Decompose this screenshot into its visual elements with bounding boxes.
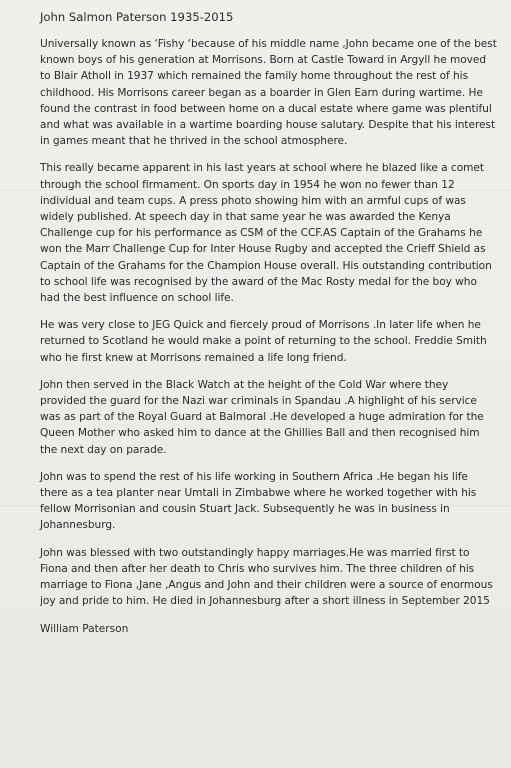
paper-crease xyxy=(0,505,511,506)
document-title: John Salmon Paterson 1935-2015 xyxy=(40,10,234,24)
paragraph-southern-africa: John was to spend the rest of his life working in Southern Africa .He began his life there as a tea planter near Umtali in Zimbabwe where he worked together with his fellow Morrisonian and cousin Stuart Jack. Subsequently he was in business in Johannesburg. xyxy=(40,470,477,532)
paragraph-family: John was blessed with two outstandingly happy marriages.He was married first to Fiona and then after her death to Chris who survives him. The three children of his marriage to Fiona ,Jane ,Angus and John and their children were a source of enormous joy and pride to him. He died in Johannesburg after a short illness in September 2015 xyxy=(40,546,493,608)
paragraph-later-connections: He was very close to JEG Quick and fiercely proud of Morrisons .In later life when he returned to Scotland he would make a point of returning to the school. Freddie Smith who he first knew at Morrisons remained a life long friend. xyxy=(40,319,487,364)
paper-crease xyxy=(0,190,511,191)
paragraph-early-life: Universally known as ‘Fishy ‘because of his middle name ,John became one of the best known boys of his generation at Morrisons. Born at Castle Toward in Argyll he moved to Blair Atholl in 1937 which remained the family home throughout the rest of his childhood. His Morrisons career began as a boarder in Glen Earn during wartime. He found the contrast in food between home on a ducal estate where game was plentiful and what was available in a wartime boarding house salutary. Despite that his interest in games meant that he thrived in the school atmosphere. xyxy=(40,38,497,148)
paragraph-military-service: John then served in the Black Watch at the height of the Cold War where they provided the guard for the Nazi war criminals in Spandau .A highlight of his service was as part of the Royal Guard at Balmoral .He developed a huge admiration for the Queen Mother who asked him to dance at the Ghillies Ball and then recognised him the next day on parade. xyxy=(40,378,484,456)
author-signature: William Paterson xyxy=(40,622,129,635)
paragraph-school-achievements: This really became apparent in his last years at school where he blazed like a comet through the school firmament. On sports day in 1954 he won no fewer than 12 individual and team cups. A press photo showing him with an armful cups of was widely published. At speech day in that same year he was awarded the Kenya Challenge cup for his performance as CSM of the CCF.AS Captain of the Grahams he won the Marr Challenge Cup for Inter House Rugby and accepted the Crieff Shield as Captain of the Grahams for the Champion House overall. His outstanding contribution to school life was recognised by the award of the Mac Rosty medal for the boy who had the best influence on school life. xyxy=(40,162,492,305)
